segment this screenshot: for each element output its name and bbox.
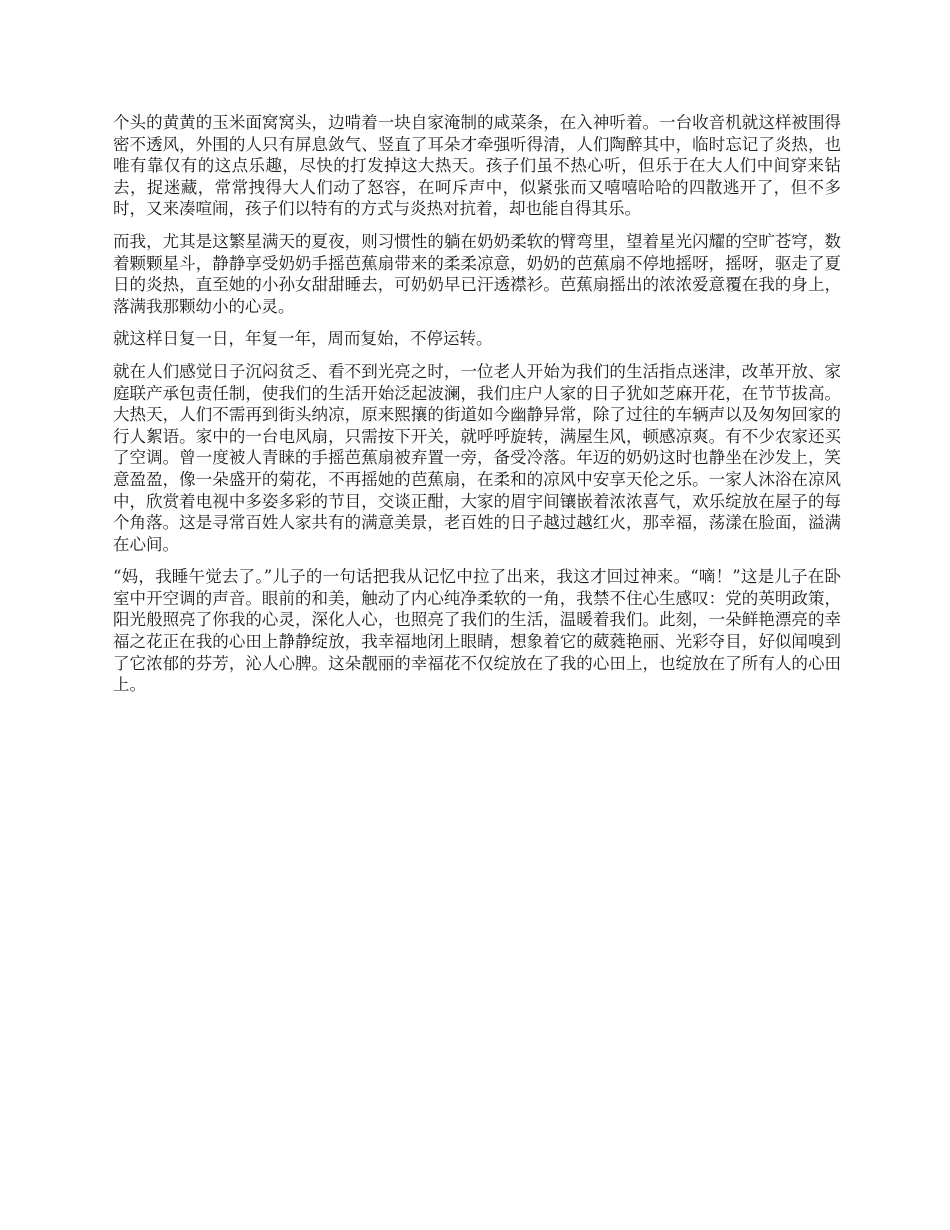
- paragraph-4: 就在人们感觉日子沉闷贫乏、看不到光亮之时，一位老人开始为我们的生活指点迷津，改革开放、家庭联产承包责任制，使我们的生活开始泛起波澜，我们庄户人家的日子犹如芝麻开花，在节节拔高。大热天，人们不需再到街头纳凉，原来熙攘的街道如今幽静异常，除了过往的车辆声以及匆匆回家的行人絮语。家中的一台电风扇，只需按下开关，就呼呼旋转，满屋生风，顿感凉爽。有不少农家还买了空调。曾一度被人青睐的手摇芭蕉扇被弃置一旁，备受冷落。年迈的奶奶这时也静坐在沙发上，笑意盈盈，像一朵盛开的菊花，不再摇她的芭蕉扇，在柔和的凉风中安享天伦之乐。一家人沐浴在凉风中，欣赏着电视中多姿多彩的节目，交谈正酣，大家的眉宇间镶嵌着浓浓喜气，欢乐绽放在屋子的每个角落。这是寻常百姓人家共有的满意美景，老百姓的日子越过越红火，那幸福，荡漾在脸面，溢满在心间。: [113, 361, 841, 554]
- paragraph-1: 个头的黄黄的玉米面窝窝头，边啃着一块自家淹制的咸菜条，在入神听着。一台收音机就这样被围得密不透风，外围的人只有屏息敛气、竖直了耳朵才牵强听得清，人们陶醉其中，临时忘记了炎热，也唯有靠仅有的这点乐趣，尽快的打发掉这大热天。孩子们虽不热心听，但乐于在大人们中间穿来钻去，捉迷藏，常常拽得大人们动了怒容，在呵斥声中，似紧张而又嘻嘻哈哈的四散逃开了，但不多时，又来凑喧闹，孩子们以特有的方式与炎热对抗着，却也能自得其乐。: [113, 113, 841, 219]
- document-body: [113, 112, 841, 707]
- paragraph-5: “妈，我睡午觉去了。”儿子的一句话把我从记忆中拉了出来，我这才回过神来。“嘀！”这是儿子在卧室中开空调的声音。眼前的和美，触动了内心纯净柔软的一角，我禁不住心生感叹：党的英明政策，阳光般照亮了你我的心灵，深化人心，也照亮了我们的生活，温暖着我们。此刻，一朵鲜艳漂亮的幸福之花正在我的心田上静静绽放，我幸福地闭上眼睛，想象着它的葳蕤艳丽、光彩夺目，好似闻嗅到了它浓郁的芬芳，沁人心脾。这朵靓丽的幸福花不仅绽放在了我的心田上，也绽放在了所有人的心田上。: [113, 567, 841, 695]
- paragraph-3: 就这样日复一日，年复一年，周而复始，不停运转。: [113, 329, 493, 349]
- paragraph-2: 而我，尤其是这繁星满天的夏夜，则习惯性的躺在奶奶柔软的臂弯里，望着星光闪耀的空旷苍穹，数着颗颗星斗，静静享受奶奶手摇芭蕉扇带来的柔柔凉意，奶奶的芭蕉扇不停地摇呀，摇呀，驱走了夏日的炎热，直至她的小孙女甜甜睡去，可奶奶早已汗透襟衫。芭蕉扇摇出的浓浓爱意覆在我的身上，落满我那颗幼小的心灵。: [113, 231, 841, 316]
